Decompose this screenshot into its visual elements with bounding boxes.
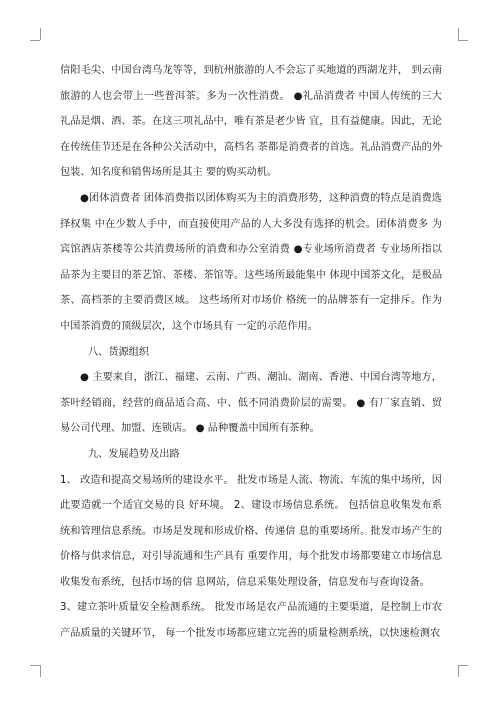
body-paragraph: 3、建立茶叶质量安全检测系统。 批发市场是农产品流通的主要渠道，是控制上市农产品质量的关键环节， 每一个批发市场都应建立完善的质量检测系统，以快速检测农 — [60, 602, 442, 640]
body-paragraph: 信阳毛尖、中国台湾乌龙等等，到杭州旅游的人不会忘了买地道的西湖龙井， 到云南旅游的人也会带上一些普洱茶。多为一次性消费。 ●礼品消费者 中国人传统的三大礼品是烟、酒、茶。在这三项礼品中，唯有茶是老少皆 宜，且有益健康。因此，无论在传统佳节还是在各种公关活动中，高档名 茶都是消费者的首选。礼品消费产品的外包装、知名度和销售场所是其主 要的购买动机。 — [60, 65, 442, 179]
section-heading: 九、发展趋势及出路 — [88, 448, 180, 460]
section-heading: 八、货源组织 — [88, 346, 150, 358]
body-paragraph: ●团体消费者 团体消费指以团体购买为主的消费形势，这种消费的特点是消费选择权集 中在少数人手中，而直接使用产品的人大多没有选择的机会。团体消费多 为宾馆酒店茶楼等公共消费场所的消费和办公室消费 ●专业场所消费者 专业场所指以品茶为主要目的茶艺馆、茶楼、茶馆等。这些场所最能集中 体现中国茶文化，是极品茶、高档茶的主要消费区域。 这些场所对市场价 格统一的品牌茶有一定排斥。作为中国茶消费的顶级层次，这个市场具有 一定的示范作用。 — [60, 192, 442, 332]
document-body — [60, 58, 442, 647]
body-paragraph: ● 主要来自，浙江、福建、云南、广西、潮汕、湖南、香港、中国台湾等地方，茶叶经销商，经营的商品适合高、中、低不同消费阶层的需要。 ● 有厂家直销、贸易公司代理、加盟、连锁店。 ● 品种覆盖中国所有茶种。 — [60, 372, 442, 435]
body-paragraph: 1、 改造和提高交易场所的建设水平。 批发市场是人流、物流、车流的集中场所，因此要造就一个适宜交易的良 好环境。 2、建设市场信息系统。 包括信息收集发布系统和管理信息系统。市场是发现和形成价格、传递信 息的重要场所。批发市场产生的价格与供求信息，对引导流通和生产具有 重要作用，每个批发市场都要建立市场信息收集发布系统，包括市场的信 息网站，信息采集处理设备，信息发布与查询设备。 — [60, 474, 442, 588]
